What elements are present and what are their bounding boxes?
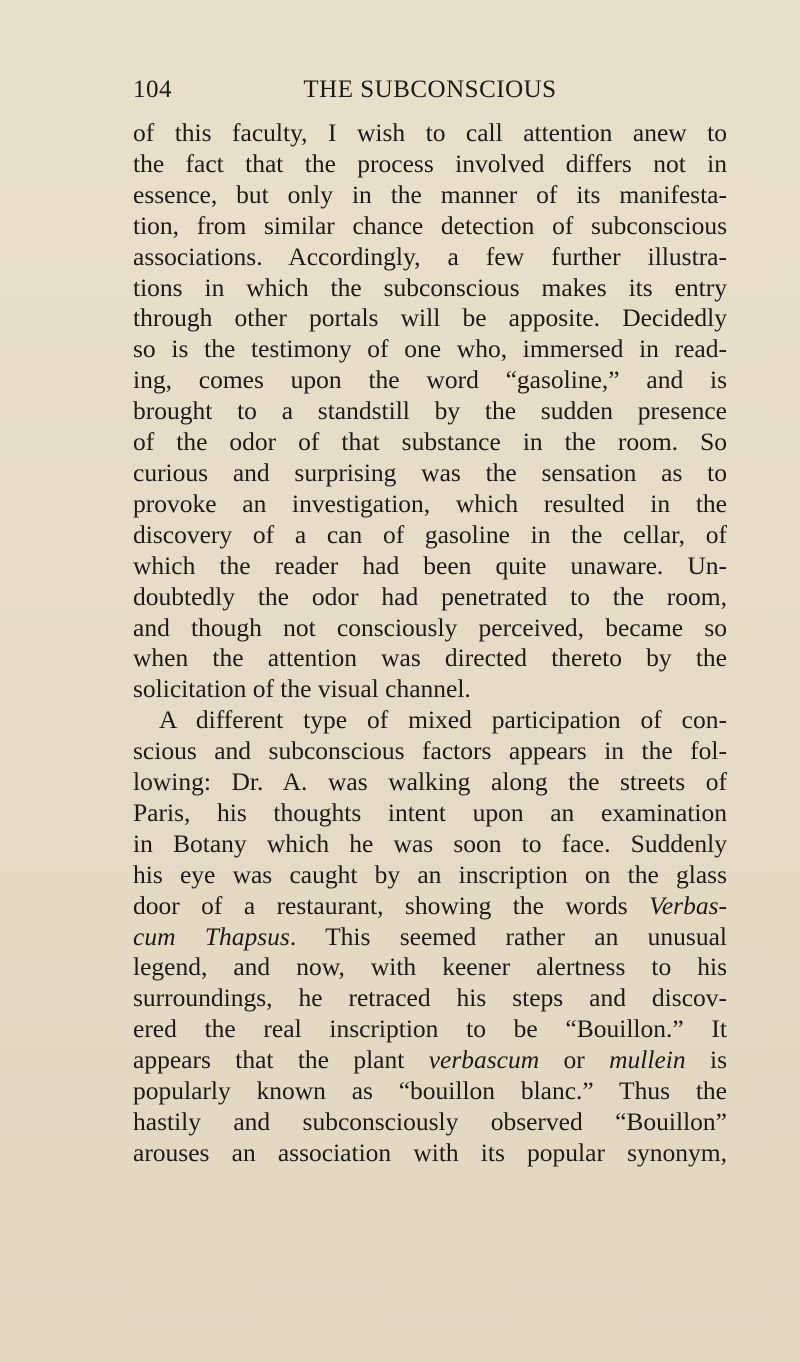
text-line: ing, comes upon the word “gasoline,” and is xyxy=(133,365,727,395)
body-text xyxy=(133,118,727,1169)
text-line: brought to a standstill by the sudden presence xyxy=(133,396,727,426)
text-line: associations. Accordingly, a few further illustra- xyxy=(133,241,727,271)
text-line: popularly known as “bouillon blanc.” Thus the xyxy=(133,1076,727,1106)
text-line: Paris, his thoughts intent upon an examination xyxy=(133,797,727,827)
text-line: and though not consciously perceived, became so xyxy=(133,612,727,642)
text-line: which the reader had been quite unaware. Un- xyxy=(133,550,727,580)
text-line: essence, but only in the manner of its manifesta- xyxy=(133,179,727,209)
text-line: ered the real inscription to be “Bouillon.” It xyxy=(133,1014,727,1044)
text-line: solicitation of the visual channel. xyxy=(133,674,471,704)
text-line: so is the testimony of one who, immersed in read- xyxy=(133,334,727,364)
text-line: curious and surprising was the sensation as to xyxy=(133,457,727,487)
text-line: his eye was caught by an inscription on the glass xyxy=(133,859,727,889)
text-line: of this faculty, I wish to call attention anew to xyxy=(133,118,727,147)
text-line: cum Thapsus. This seemed rather an unusual xyxy=(133,921,728,951)
text-line: the fact that the process involved differs not in xyxy=(133,148,727,178)
text-line: surroundings, he retraced his steps and discov- xyxy=(133,983,727,1013)
text-line: through other portals will be apposite. Decidedly xyxy=(133,303,727,333)
text-line: A different type of mixed participation of con- xyxy=(159,705,727,735)
text-line: doubtedly the odor had penetrated to the room, xyxy=(133,581,727,611)
text-line: provoke an investigation, which resulted in the xyxy=(133,488,727,518)
running-title: THE SUBCONSCIOUS xyxy=(303,76,557,103)
text-line: of the odor of that substance in the room. So xyxy=(133,427,727,457)
text-line: legend, and now, with keener alertness to his xyxy=(133,952,727,982)
page-number: 104 xyxy=(133,76,172,103)
running-head xyxy=(133,76,727,110)
text-line: hastily and subconsciously observed “Bouillon” xyxy=(133,1107,727,1136)
text-line: scious and subconscious factors appears in the fol- xyxy=(133,736,727,766)
text-line: lowing: Dr. A. was walking along the streets of xyxy=(133,767,727,797)
text-line: in Botany which he was soon to face. Suddenly xyxy=(133,828,727,858)
text-line: appears that the plant verbascum or mullein is xyxy=(133,1045,727,1075)
text-line: when the attention was directed thereto by the xyxy=(133,643,727,673)
text-line: tions in which the subconscious makes its entry xyxy=(133,272,727,302)
text-line: door of a restaurant, showing the words Verbas- xyxy=(133,890,727,920)
text-line: discovery of a can of gasoline in the cellar, of xyxy=(133,519,727,549)
text-line: arouses an association with its popular synonym, xyxy=(133,1137,727,1167)
text-line: tion, from similar chance detection of subconscious xyxy=(133,210,727,240)
